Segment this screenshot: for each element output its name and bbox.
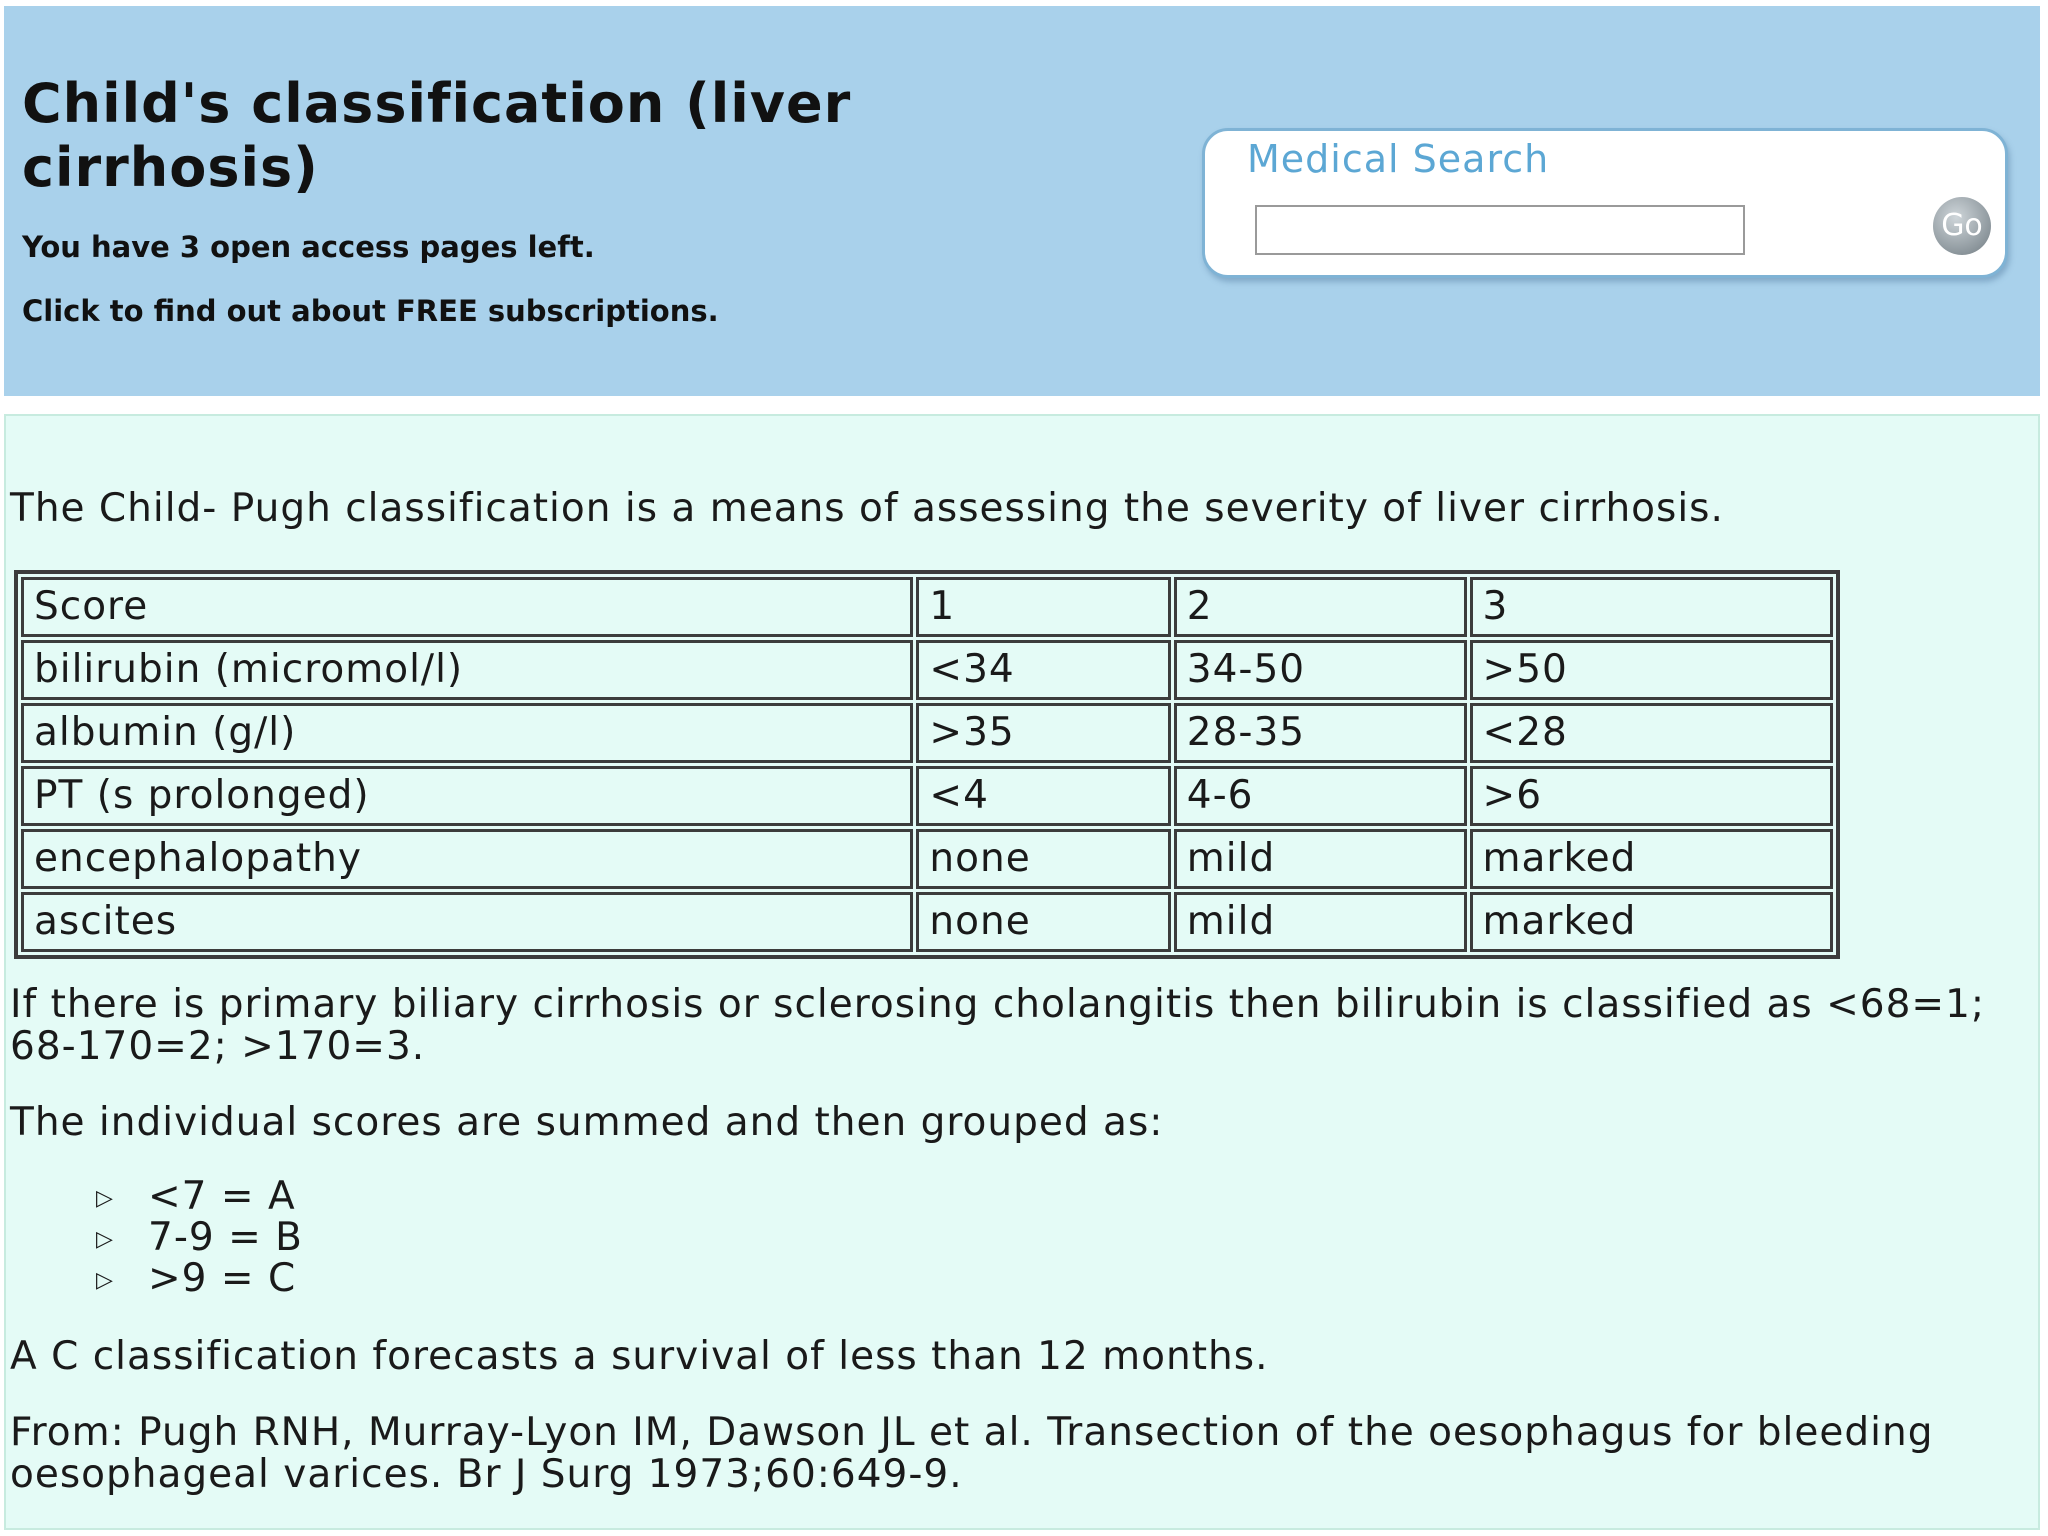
table-cell: ascites — [21, 892, 913, 952]
medical-search-box — [1202, 128, 2008, 278]
table-cell: mild — [1174, 892, 1467, 952]
table-cell: marked — [1470, 892, 1833, 952]
table-row — [21, 892, 1833, 952]
main-content — [4, 414, 2040, 1530]
table-header-cell: 3 — [1470, 577, 1833, 637]
table-cell: marked — [1470, 829, 1833, 889]
pbc-note-line-2: 68-170=2; >170=3. — [10, 1024, 426, 1069]
table-row — [21, 829, 1833, 889]
grouping-intro: The individual scores are summed and then grouped as: — [10, 1100, 1164, 1145]
table-row — [21, 703, 1833, 763]
table-cell: >50 — [1470, 640, 1833, 700]
table-cell: <4 — [916, 766, 1170, 826]
table-cell: none — [916, 892, 1170, 952]
table-cell: bilirubin (micromol/l) — [21, 640, 913, 700]
access-notice: You have 3 open access pages left. — [22, 230, 595, 264]
grade-label: 7-9 = B — [148, 1215, 303, 1260]
search-input[interactable] — [1255, 205, 1745, 255]
table-cell: >6 — [1470, 766, 1833, 826]
table-header-cell: Score — [21, 577, 913, 637]
free-subscription-link[interactable]: Click to find out about FREE subscriptions. — [22, 294, 719, 328]
triangle-right-icon: ▷ — [96, 1227, 114, 1252]
survival-note: A C classification forecasts a survival of less than 12 months. — [10, 1334, 1269, 1379]
list-item — [96, 1176, 303, 1217]
grade-list — [96, 1176, 303, 1299]
triangle-right-icon: ▷ — [96, 1268, 114, 1293]
table-cell: mild — [1174, 829, 1467, 889]
list-item — [96, 1217, 303, 1258]
search-go-button[interactable]: Go — [1933, 197, 1991, 255]
table-header-row — [21, 577, 1833, 637]
table-cell: >35 — [916, 703, 1170, 763]
grade-label: <7 = A — [148, 1174, 296, 1219]
reference-line-2: oesophageal varices. Br J Surg 1973;60:649-9. — [10, 1452, 963, 1497]
reference-line-1: From: Pugh RNH, Murray-Lyon IM, Dawson JL et al. Transection of the oesophagus for bleeding — [10, 1410, 1934, 1455]
table-row — [21, 640, 1833, 700]
search-label: Medical Search — [1247, 137, 1550, 181]
table-cell: PT (s prolonged) — [21, 766, 913, 826]
table-cell: encephalopathy — [21, 829, 913, 889]
pbc-note-line-1: If there is primary biliary cirrhosis or sclerosing cholangitis then bilirubin is classified as <68=1; — [10, 982, 1986, 1027]
table-cell: none — [916, 829, 1170, 889]
triangle-right-icon: ▷ — [96, 1186, 114, 1211]
table-cell: 34-50 — [1174, 640, 1467, 700]
table-header-cell: 1 — [916, 577, 1170, 637]
table-cell: 28-35 — [1174, 703, 1467, 763]
table-cell: albumin (g/l) — [21, 703, 913, 763]
intro-text: The Child- Pugh classification is a means of assessing the severity of liver cirrhosis. — [10, 486, 1724, 531]
table-row — [21, 766, 1833, 826]
table-cell: <34 — [916, 640, 1170, 700]
table-header-cell: 2 — [1174, 577, 1467, 637]
page-title: Child's classification (liver cirrhosis) — [22, 72, 852, 199]
list-item — [96, 1258, 303, 1299]
table-cell: 4-6 — [1174, 766, 1467, 826]
grade-label: >9 = C — [148, 1256, 297, 1301]
page-header — [4, 6, 2040, 396]
child-pugh-score-table — [14, 570, 1840, 959]
table-cell: <28 — [1470, 703, 1833, 763]
